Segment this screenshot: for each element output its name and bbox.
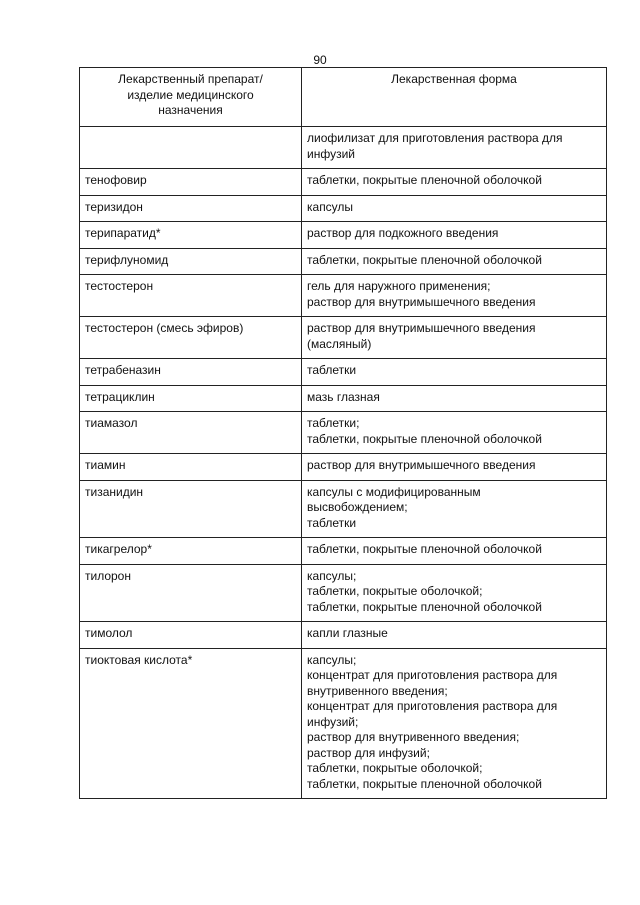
table-row [80, 169, 607, 196]
dosage-form-cell [302, 538, 607, 565]
dosage-form-line: раствор для инфузий; [307, 745, 430, 760]
dosage-form-line: инфузий; [307, 714, 359, 729]
dosage-form-cell [302, 385, 607, 412]
table-row [80, 275, 607, 317]
dosage-form-cell [302, 412, 607, 454]
dosage-form-line: таблетки, покрытые пленочной оболочкой [307, 252, 542, 267]
table-row [80, 127, 607, 169]
dosage-form-line: капсулы [307, 199, 354, 214]
dosage-form-line: таблетки [307, 363, 357, 377]
dosage-form-line: гель для наружного применения; [307, 279, 491, 293]
drug-name-cell: тилорон [80, 564, 302, 622]
table-row [80, 317, 607, 359]
header-form-line: Лекарственная форма [391, 72, 517, 86]
dosage-form-cell [302, 248, 607, 275]
dosage-form-cell [302, 275, 607, 317]
drug-name-cell: тетрабеназин [80, 359, 302, 386]
dosage-form-cell [302, 317, 607, 359]
dosage-form-cell [302, 622, 607, 649]
dosage-form-line: мазь глазная [307, 389, 380, 404]
table-row [80, 385, 607, 412]
header-drug-line: назначения [158, 103, 223, 117]
dosage-form-line: таблетки, покрытые пленочной оболочкой [307, 599, 542, 614]
dosage-form-cell [302, 564, 607, 622]
table-row [80, 538, 607, 565]
dosage-form-line: концентрат для приготовления раствора для [307, 699, 558, 713]
drug-name-cell: тестостерон (смесь эфиров) [80, 317, 302, 359]
dosage-form-line: капсулы; [307, 652, 357, 667]
dosage-form-line: раствор для внутримышечного введения [307, 458, 536, 472]
dosage-form-line: инфузий [307, 146, 355, 161]
dosage-form-line: таблетки, покрытые оболочкой; [307, 584, 483, 598]
table-row [80, 359, 607, 386]
drug-name-cell: тиоктовая кислота* [80, 648, 302, 799]
dosage-form-line: (масляный) [307, 336, 372, 351]
table-row [80, 622, 607, 649]
dosage-form-line: таблетки, покрытые пленочной оболочкой [307, 776, 542, 791]
table-row [80, 412, 607, 454]
header-drug-line: Лекарственный препарат/ [118, 72, 263, 86]
dosage-form-line: таблетки [307, 515, 357, 530]
drug-name-cell: теризидон [80, 195, 302, 222]
drug-name-cell: тиамазол [80, 412, 302, 454]
dosage-form-cell [302, 359, 607, 386]
table-row [80, 248, 607, 275]
dosage-form-cell [302, 127, 607, 169]
drug-name-cell [80, 127, 302, 169]
dosage-form-line: таблетки, покрытые пленочной оболочкой [307, 542, 542, 556]
dosage-form-line: концентрат для приготовления раствора для [307, 668, 558, 682]
dosage-form-line: внутривенного введения; [307, 683, 448, 698]
table-row [80, 454, 607, 481]
table-row [80, 195, 607, 222]
table-row [80, 648, 607, 799]
dosage-form-line: раствор для внутримышечного введения [307, 321, 536, 335]
drug-name-cell: тизанидин [80, 480, 302, 538]
dosage-form-line: таблетки, покрытые пленочной оболочкой [307, 173, 542, 187]
drug-table [79, 67, 607, 799]
dosage-form-line: раствор для внутривенного введения; [307, 730, 520, 744]
drug-name-cell: тетрациклин [80, 385, 302, 412]
header-drug [80, 68, 302, 127]
dosage-form-line: таблетки, покрытые оболочкой; [307, 761, 483, 775]
dosage-form-cell [302, 222, 607, 249]
drug-name-cell: тенофовир [80, 169, 302, 196]
header-form [302, 68, 607, 127]
dosage-form-cell [302, 454, 607, 481]
dosage-form-line: раствор для внутримышечного введения [307, 294, 536, 309]
page-number: 90 [313, 53, 327, 67]
dosage-form-cell [302, 169, 607, 196]
table-body [80, 127, 607, 799]
dosage-form-line: лиофилизат для приготовления раствора для [307, 131, 563, 145]
dosage-form-line: таблетки; [307, 416, 360, 430]
dosage-form-line: высвобождением; [307, 500, 408, 514]
dosage-form-line: капсулы с модифицированным [307, 484, 481, 499]
dosage-form-line: капсулы; [307, 568, 357, 583]
drug-name-cell: терипаратид* [80, 222, 302, 249]
drug-name-cell: тестостерон [80, 275, 302, 317]
dosage-form-cell [302, 648, 607, 799]
table-header-row [80, 68, 607, 127]
drug-name-cell: тимолол [80, 622, 302, 649]
drug-name-cell: терифлуномид [80, 248, 302, 275]
table-row [80, 222, 607, 249]
dosage-form-cell [302, 480, 607, 538]
dosage-form-line: капли глазные [307, 626, 388, 640]
dosage-form-line: таблетки, покрытые пленочной оболочкой [307, 431, 542, 446]
drug-name-cell: тикагрелор* [80, 538, 302, 565]
dosage-form-line: раствор для подкожного введения [307, 226, 499, 240]
table-row [80, 480, 607, 538]
header-drug-line: изделие медицинского [127, 87, 254, 102]
table-row [80, 564, 607, 622]
drug-name-cell: тиамин [80, 454, 302, 481]
dosage-form-cell [302, 195, 607, 222]
